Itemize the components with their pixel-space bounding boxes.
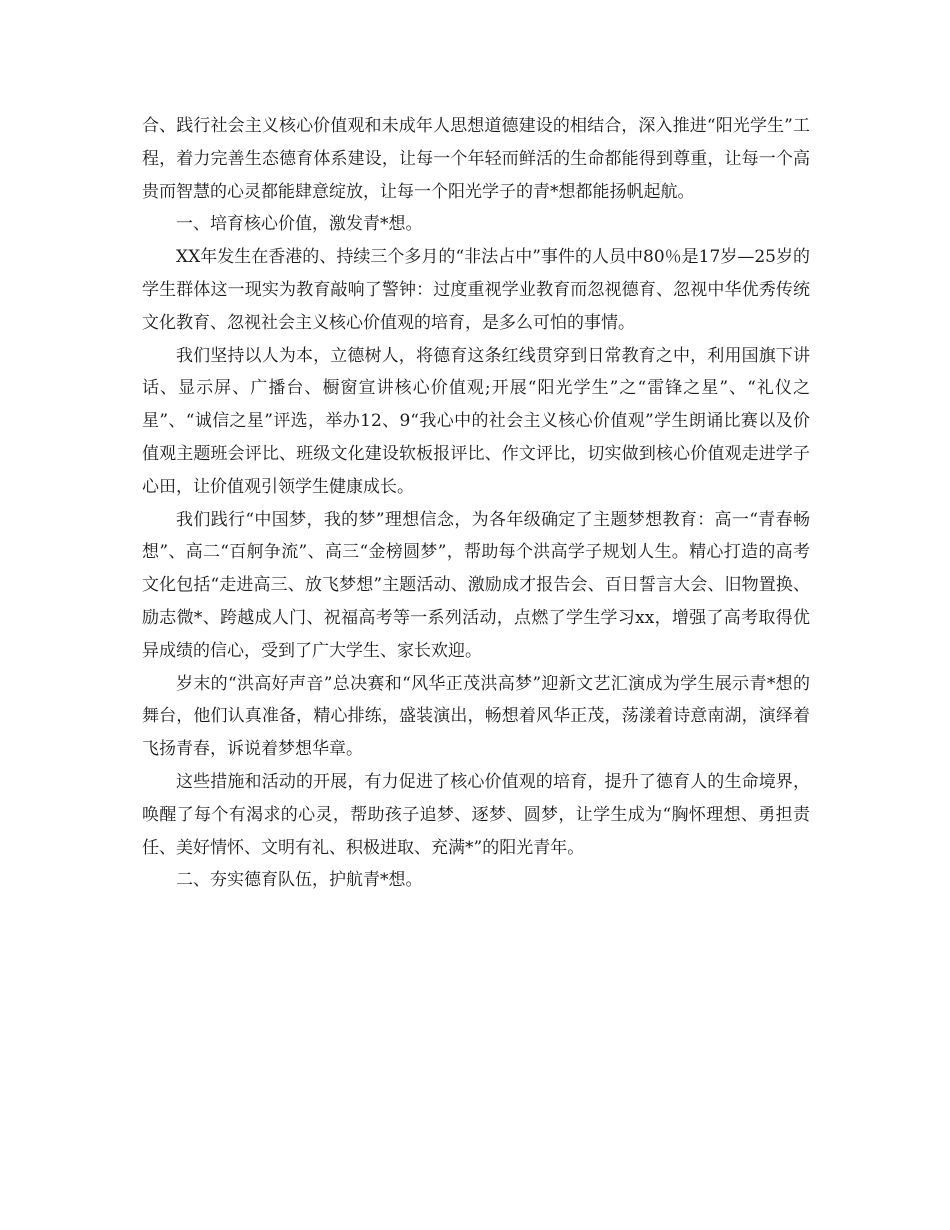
section-heading-one: 一、培育核心价值，激发青*想。 [176, 214, 423, 235]
paragraph-summary: 这些措施和活动的开展，有力促进了核心价值观的培育，提升了德育人的生命境界，唤醒了每个有渴求的心灵，帮助孩子追梦、逐梦、圆梦，让学生成为“胸怀理想、勇担责任、美好情怀、文明有礼、积极进取、充满*”的阳光青年。 [142, 771, 810, 858]
paragraph-core-values-activities: 我们坚持以人为本，立德树人，将德育这条红线贯穿到日常教育之中，利用国旗下讲话、显示屏、广播台、橱窗宣讲核心价值观;开展“阳光学生”之“雷锋之星”、“礼仪之星”、“诚信之星”评选，举办12、9“我心中的社会主义核心价值观”学生朗诵比赛以及价值观主题班会评比、班级文化建设软板报评比、作文评比，切实做到核心价值观走进学子心田，让价值观引领学生健康成长。 [142, 345, 810, 497]
paragraph-year-end-events: 岁末的“洪高好声音”总决赛和“风华正茂洪高梦”迎新文艺汇演成为学生展示青*想的舞台，他们认真准备，精心排练，盛装演出，畅想着风华正茂，荡漾着诗意南湖，演绎着飞扬青春，诉说着梦想华章。 [142, 673, 810, 760]
document-page [142, 110, 810, 897]
paragraph-continuation: 合、践行社会主义核心价值观和未成年人思想道德建设的相结合，深入推进“阳光学生”工程，着力完善生态德育体系建设，让每一个年轻而鲜活的生命都能得到尊重，让每一个高贵而智慧的心灵都能肆意绽放，让每一个阳光学子的青*想都能扬帆起航。 [142, 116, 810, 202]
paragraph-hongkong-event: XX年发生在香港的、持续三个多月的“非法占中”事件的人员中80％是17岁—25岁的学生群体这一现实为教育敲响了警钟：过度重视学业教育而忽视德育、忽视中华优秀传统文化教育、忽视社会主义核心价值观的培育，是多么可怕的事情。 [142, 247, 810, 333]
section-heading-two: 二、夯实德育队伍，护航青*想。 [176, 870, 423, 891]
paragraph-china-dream: 我们践行“中国梦，我的梦”理想信念，为各年级确定了主题梦想教育：高一“青春畅想”、高二“百舸争流”、高三“金榜圆梦”，帮助每个洪高学子规划人生。精心打造的高考文化包括“走进高三、放飞梦想”主题活动、激励成才报告会、百日誓言大会、旧物置换、励志微*、跨越成人门、祝福高考等一系列活动，点燃了学生学习xx，增强了高考取得优异成绩的信心，受到了广大学生、家长欢迎。 [142, 509, 810, 661]
